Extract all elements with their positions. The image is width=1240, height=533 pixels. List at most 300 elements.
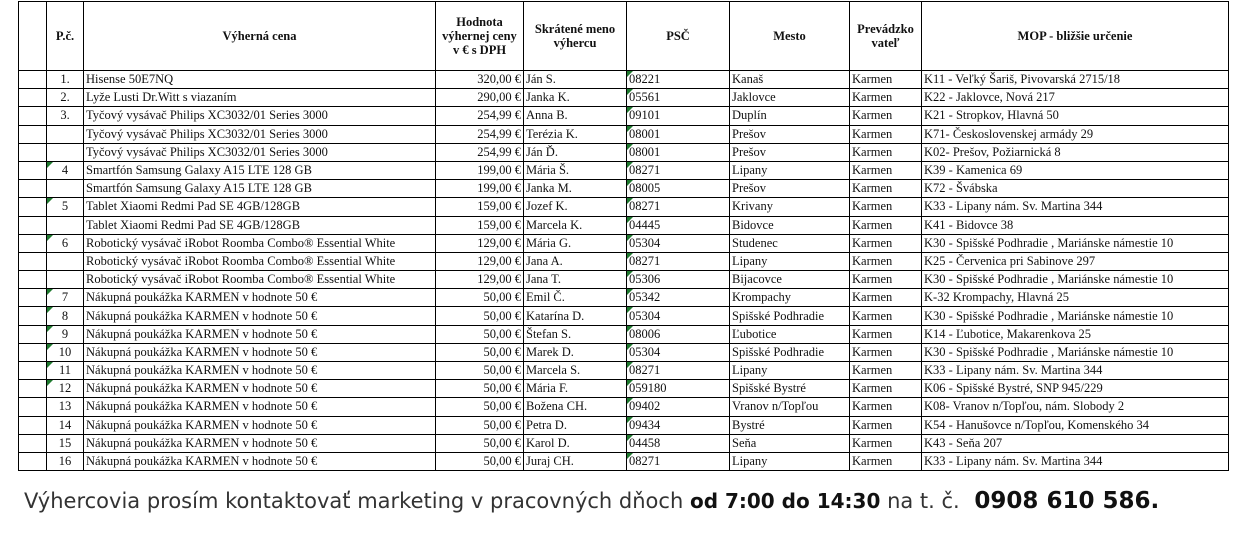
mop-cell	[922, 398, 1229, 416]
cell-marker-icon	[627, 162, 633, 168]
city-cell-text: Bystré	[732, 417, 765, 432]
cell-marker-icon	[627, 380, 633, 386]
blank-cell	[19, 180, 47, 198]
city-cell-text: Bidovce	[732, 217, 774, 232]
mop-cell	[922, 380, 1229, 398]
mop-cell	[922, 325, 1229, 343]
mop-cell-text: K11 - Veľký Šariš, Pivovarská 2715/18	[924, 72, 1121, 87]
prize-cell	[84, 216, 436, 234]
row-number	[47, 125, 84, 143]
city-cell	[730, 343, 850, 361]
cell-marker-icon	[47, 162, 53, 168]
winner-name-cell-text: Mária G.	[526, 235, 572, 250]
operator-cell	[850, 271, 922, 289]
cell-marker-icon	[627, 271, 633, 277]
table-row	[19, 452, 1229, 470]
table-row	[19, 307, 1229, 325]
value-cell-text: 254,99 €	[477, 126, 521, 141]
psc-cell-text: 08006	[629, 326, 661, 341]
row-number	[47, 289, 84, 307]
value-cell	[436, 289, 524, 307]
mop-cell-text: K14 - Ľubotice, Makarenkova 25	[924, 326, 1091, 341]
footer-hours: od 7:00 do 14:30	[689, 489, 881, 513]
prize-cell-text: Tablet Xiaomi Redmi Pad SE 4GB/128GB	[86, 199, 301, 214]
operator-cell	[850, 252, 922, 270]
cell-marker-icon	[627, 198, 633, 204]
cell-marker-icon	[627, 107, 633, 113]
prize-cell-text: Nákupná poukážka KARMEN v hodnote 50 €	[86, 435, 318, 450]
winner-name-cell-text: Jana T.	[526, 272, 561, 287]
cell-marker-icon	[627, 71, 633, 77]
psc-cell	[627, 180, 730, 198]
table-row	[19, 434, 1229, 452]
winner-name-cell	[524, 380, 627, 398]
row-number-text: 16	[58, 454, 72, 469]
mop-cell	[922, 271, 1229, 289]
operator-cell	[850, 234, 922, 252]
operator-cell-text: Karmen	[852, 144, 893, 159]
psc-cell	[627, 416, 730, 434]
mop-cell-text: K43 - Seňa 207	[924, 435, 1003, 450]
mop-cell-text: K06 - Spišské Bystré, SNP 945/229	[924, 381, 1103, 396]
cell-marker-icon	[627, 217, 633, 223]
prize-cell	[84, 271, 436, 289]
row-number-text: 15	[58, 435, 72, 450]
blank-cell	[19, 252, 47, 270]
city-cell-text: Prešov	[732, 181, 767, 196]
value-cell-text: 50,00 €	[483, 454, 521, 469]
operator-cell-text: Karmen	[852, 454, 893, 469]
city-cell-text: Krompachy	[732, 290, 792, 305]
mop-cell-text: K21 - Stropkov, Hlavná 50	[924, 108, 1059, 123]
psc-cell-text: 08271	[629, 363, 661, 378]
prize-cell	[84, 362, 436, 380]
mop-cell-text: K30 - Spišské Podhradie , Mariánske námestie 10	[924, 344, 1174, 359]
operator-cell-text: Karmen	[852, 308, 893, 323]
prize-cell	[84, 289, 436, 307]
cell-marker-icon	[627, 435, 633, 441]
blank-cell	[19, 143, 47, 161]
prize-cell	[84, 307, 436, 325]
prize-cell-text: Smartfón Samsung Galaxy A15 LTE 128 GB	[86, 163, 312, 178]
table-row	[19, 362, 1229, 380]
cell-marker-icon	[47, 289, 53, 295]
city-cell	[730, 143, 850, 161]
row-number-text: 9	[61, 326, 69, 341]
cell-marker-icon	[627, 453, 633, 459]
value-cell	[436, 107, 524, 125]
psc-cell	[627, 325, 730, 343]
mop-cell	[922, 416, 1229, 434]
value-cell-text: 129,00 €	[477, 235, 521, 250]
psc-cell	[627, 289, 730, 307]
prize-cell-text: Robotický vysávač iRobot Roomba Combo® Essential White	[86, 272, 396, 287]
winner-name-cell	[524, 398, 627, 416]
contact-footer	[24, 488, 1159, 514]
row-number	[47, 71, 84, 89]
operator-cell-text: Karmen	[852, 72, 893, 87]
row-number	[47, 434, 84, 452]
value-cell	[436, 307, 524, 325]
cell-marker-icon	[627, 362, 633, 368]
city-cell-text: Lipany	[732, 363, 768, 378]
prize-cell-text: Nákupná poukážka KARMEN v hodnote 50 €	[86, 363, 318, 378]
cell-marker-icon	[627, 289, 633, 295]
footer-phone: 0908 610 586.	[974, 488, 1160, 514]
operator-cell-text: Karmen	[852, 381, 893, 396]
table-row	[19, 143, 1229, 161]
psc-cell-text: 09402	[629, 399, 661, 414]
city-cell-text: Vranov n/Topľou	[732, 399, 819, 414]
value-cell	[436, 71, 524, 89]
psc-cell-text: 08221	[629, 72, 661, 87]
prize-cell	[84, 252, 436, 270]
mop-cell	[922, 234, 1229, 252]
cell-marker-icon	[627, 307, 633, 313]
city-cell-text: Krivany	[732, 199, 773, 214]
header-psc: PSČ	[627, 2, 730, 71]
operator-cell	[850, 180, 922, 198]
prize-cell-text: Nákupná poukážka KARMEN v hodnote 50 €	[86, 454, 318, 469]
city-cell-text: Ľubotice	[732, 326, 777, 341]
operator-cell-text: Karmen	[852, 435, 893, 450]
city-cell-text: Lipany	[732, 163, 768, 178]
mop-cell-text: K33 - Lipany nám. Sv. Martina 344	[924, 199, 1103, 214]
operator-cell-text: Karmen	[852, 253, 893, 268]
operator-cell	[850, 125, 922, 143]
city-cell	[730, 362, 850, 380]
mop-cell-text: K33 - Lipany nám. Sv. Martina 344	[924, 454, 1103, 469]
operator-cell-text: Karmen	[852, 344, 893, 359]
mop-cell	[922, 362, 1229, 380]
winner-name-cell	[524, 289, 627, 307]
psc-cell-text: 09434	[629, 417, 661, 432]
operator-cell-text: Karmen	[852, 399, 893, 414]
psc-cell-text: 08271	[629, 163, 661, 178]
city-cell	[730, 325, 850, 343]
psc-cell-text: 08001	[629, 144, 661, 159]
blank-cell	[19, 198, 47, 216]
operator-cell-text: Karmen	[852, 290, 893, 305]
mop-cell-text: K71- Československej armády 29	[924, 126, 1094, 141]
prize-cell	[84, 343, 436, 361]
psc-cell	[627, 107, 730, 125]
operator-cell-text: Karmen	[852, 417, 893, 432]
cell-marker-icon	[627, 89, 633, 95]
prize-cell	[84, 416, 436, 434]
winner-name-cell-text: Juraj CH.	[526, 454, 574, 469]
value-cell	[436, 198, 524, 216]
prize-cell	[84, 125, 436, 143]
value-cell	[436, 452, 524, 470]
table-row	[19, 234, 1229, 252]
table-row	[19, 89, 1229, 107]
value-cell	[436, 143, 524, 161]
header-name: Skrátené meno výhercu	[524, 2, 627, 71]
row-number-text: 7	[61, 290, 69, 305]
row-number	[47, 216, 84, 234]
table-row	[19, 107, 1229, 125]
winner-name-cell-text: Marcela S.	[526, 363, 581, 378]
winner-name-cell	[524, 107, 627, 125]
blank-cell	[19, 452, 47, 470]
blank-cell	[19, 307, 47, 325]
operator-cell-text: Karmen	[852, 272, 893, 287]
winner-name-cell-text: Jozef K.	[526, 199, 568, 214]
prize-cell-text: Nákupná poukážka KARMEN v hodnote 50 €	[86, 308, 318, 323]
city-cell	[730, 71, 850, 89]
row-number	[47, 325, 84, 343]
winners-table	[18, 1, 1229, 471]
winner-name-cell-text: Štefan S.	[526, 326, 572, 341]
psc-cell-text: 05304	[629, 308, 661, 323]
city-cell-text: Prešov	[732, 126, 767, 141]
row-number	[47, 416, 84, 434]
value-cell	[436, 416, 524, 434]
row-number	[47, 307, 84, 325]
row-number	[47, 143, 84, 161]
table-row	[19, 289, 1229, 307]
cell-marker-icon	[627, 344, 633, 350]
winner-name-cell	[524, 416, 627, 434]
blank-cell	[19, 325, 47, 343]
row-number-text: 14	[58, 417, 72, 432]
prize-cell-text: Tyčový vysávač Philips XC3032/01 Series 3000	[86, 108, 328, 123]
city-cell-text: Seňa	[732, 435, 757, 450]
table-row	[19, 398, 1229, 416]
winner-name-cell	[524, 89, 627, 107]
operator-cell-text: Karmen	[852, 181, 893, 196]
prize-cell-text: Tablet Xiaomi Redmi Pad SE 4GB/128GB	[86, 217, 301, 232]
operator-cell	[850, 107, 922, 125]
prize-cell	[84, 180, 436, 198]
row-number-text: 6	[61, 235, 69, 250]
prize-cell-text: Robotický vysávač iRobot Roomba Combo® Essential White	[86, 235, 396, 250]
table-row	[19, 271, 1229, 289]
prize-cell-text: Nákupná poukážka KARMEN v hodnote 50 €	[86, 326, 318, 341]
city-cell	[730, 125, 850, 143]
winner-name-cell-text: Katarína D.	[526, 308, 585, 323]
prize-cell-text: Hisense 50E7NQ	[86, 72, 174, 87]
blank-cell	[19, 416, 47, 434]
value-cell-text: 50,00 €	[483, 326, 521, 341]
psc-cell	[627, 307, 730, 325]
mop-cell	[922, 71, 1229, 89]
blank-cell	[19, 125, 47, 143]
prize-cell-text: Tyčový vysávač Philips XC3032/01 Series 3000	[86, 144, 328, 159]
winner-name-cell-text: Jana A.	[526, 253, 563, 268]
psc-cell-text: 05304	[629, 344, 661, 359]
value-cell-text: 290,00 €	[477, 90, 521, 105]
table-row	[19, 180, 1229, 198]
psc-cell-text: 05304	[629, 235, 661, 250]
city-cell-text: Spišské Bystré	[732, 381, 806, 396]
prize-cell-text: Smartfón Samsung Galaxy A15 LTE 128 GB	[86, 181, 312, 196]
blank-cell	[19, 380, 47, 398]
winner-name-cell-text: Mária Š.	[526, 163, 570, 178]
mop-cell	[922, 180, 1229, 198]
header-prize: Výherná cena	[84, 2, 436, 71]
table-body	[19, 71, 1229, 471]
cell-marker-icon	[627, 180, 633, 186]
winner-name-cell-text: Terézia K.	[526, 126, 578, 141]
winner-name-cell	[524, 125, 627, 143]
prize-cell-text: Nákupná poukážka KARMEN v hodnote 50 €	[86, 381, 318, 396]
value-cell	[436, 180, 524, 198]
row-number-text: 2.	[60, 90, 70, 105]
blank-cell	[19, 107, 47, 125]
value-cell-text: 199,00 €	[477, 181, 521, 196]
mop-cell-text: K22 - Jaklovce, Nová 217	[924, 90, 1055, 105]
psc-cell	[627, 125, 730, 143]
cell-marker-icon	[47, 344, 53, 350]
mop-cell	[922, 143, 1229, 161]
operator-cell	[850, 343, 922, 361]
winner-name-cell-text: Janka M.	[526, 181, 572, 196]
psc-cell-text: 08001	[629, 126, 661, 141]
blank-cell	[19, 216, 47, 234]
blank-cell	[19, 343, 47, 361]
operator-cell	[850, 362, 922, 380]
row-number-text: 13	[58, 399, 72, 414]
psc-cell	[627, 380, 730, 398]
table-row	[19, 252, 1229, 270]
value-cell	[436, 234, 524, 252]
city-cell-text: Jaklovce	[732, 90, 776, 105]
operator-cell	[850, 380, 922, 398]
psc-cell-text: 05561	[629, 90, 661, 105]
winner-name-cell	[524, 252, 627, 270]
city-cell	[730, 252, 850, 270]
mop-cell	[922, 89, 1229, 107]
city-cell	[730, 380, 850, 398]
psc-cell-text: 08005	[629, 181, 661, 196]
psc-cell	[627, 216, 730, 234]
mop-cell-text: K54 - Hanušovce n/Topľou, Komenského 34	[924, 417, 1149, 432]
winner-name-cell-text: Božena CH.	[526, 399, 588, 414]
prize-cell	[84, 434, 436, 452]
operator-cell	[850, 398, 922, 416]
operator-cell	[850, 307, 922, 325]
row-number	[47, 398, 84, 416]
cell-marker-icon	[627, 398, 633, 404]
prize-cell	[84, 325, 436, 343]
header-operator: Prevádzko vateľ	[850, 2, 922, 71]
winner-name-cell	[524, 216, 627, 234]
header-city: Mesto	[730, 2, 850, 71]
city-cell-text: Spišské Podhradie	[732, 344, 825, 359]
value-cell-text: 50,00 €	[483, 399, 521, 414]
row-number	[47, 380, 84, 398]
operator-cell-text: Karmen	[852, 235, 893, 250]
psc-cell-text: 04445	[629, 217, 661, 232]
blank-cell	[19, 89, 47, 107]
mop-cell	[922, 452, 1229, 470]
psc-cell	[627, 452, 730, 470]
value-cell	[436, 380, 524, 398]
prize-cell-text: Tyčový vysávač Philips XC3032/01 Series 3000	[86, 126, 328, 141]
table-row	[19, 216, 1229, 234]
prize-cell-text: Nákupná poukážka KARMEN v hodnote 50 €	[86, 290, 318, 305]
city-cell	[730, 234, 850, 252]
value-cell-text: 50,00 €	[483, 435, 521, 450]
row-number	[47, 198, 84, 216]
winner-name-cell-text: Ján S.	[526, 72, 556, 87]
table-row	[19, 125, 1229, 143]
winner-name-cell	[524, 434, 627, 452]
mop-cell-text: K30 - Spišské Podhradie , Mariánske námestie 10	[924, 272, 1174, 287]
value-cell	[436, 398, 524, 416]
cell-marker-icon	[47, 198, 53, 204]
prize-cell-text: Nákupná poukážka KARMEN v hodnote 50 €	[86, 344, 318, 359]
operator-cell	[850, 71, 922, 89]
psc-cell	[627, 271, 730, 289]
psc-cell	[627, 362, 730, 380]
row-number	[47, 252, 84, 270]
value-cell-text: 129,00 €	[477, 253, 521, 268]
blank-cell	[19, 234, 47, 252]
blank-cell	[19, 434, 47, 452]
mop-cell	[922, 198, 1229, 216]
winner-name-cell-text: Mária F.	[526, 381, 569, 396]
row-number	[47, 234, 84, 252]
cell-marker-icon	[47, 307, 53, 313]
prize-cell	[84, 143, 436, 161]
value-cell	[436, 252, 524, 270]
city-cell-text: Prešov	[732, 144, 767, 159]
winner-name-cell	[524, 143, 627, 161]
operator-cell-text: Karmen	[852, 126, 893, 141]
value-cell-text: 159,00 €	[477, 199, 521, 214]
prize-cell	[84, 161, 436, 179]
winner-name-cell	[524, 307, 627, 325]
mop-cell-text: K33 - Lipany nám. Sv. Martina 344	[924, 363, 1103, 378]
value-cell-text: 159,00 €	[477, 217, 521, 232]
winner-name-cell-text: Emil Č.	[526, 290, 565, 305]
prize-cell	[84, 71, 436, 89]
mop-cell	[922, 307, 1229, 325]
row-number	[47, 271, 84, 289]
blank-cell	[19, 161, 47, 179]
value-cell-text: 50,00 €	[483, 363, 521, 378]
operator-cell	[850, 452, 922, 470]
city-cell	[730, 180, 850, 198]
operator-cell-text: Karmen	[852, 363, 893, 378]
winner-name-cell-text: Ján Ď.	[526, 144, 558, 159]
city-cell	[730, 107, 850, 125]
city-cell-text: Spišské Podhradie	[732, 308, 825, 323]
value-cell-text: 50,00 €	[483, 308, 521, 323]
city-cell	[730, 416, 850, 434]
prize-cell-text: Robotický vysávač iRobot Roomba Combo® Essential White	[86, 253, 396, 268]
prize-cell	[84, 452, 436, 470]
value-cell-text: 50,00 €	[483, 381, 521, 396]
blank-cell	[19, 398, 47, 416]
psc-cell	[627, 252, 730, 270]
row-number	[47, 89, 84, 107]
mop-cell	[922, 289, 1229, 307]
psc-cell	[627, 198, 730, 216]
row-number-text: 1.	[60, 72, 70, 87]
prize-cell	[84, 380, 436, 398]
value-cell	[436, 271, 524, 289]
row-number-text: 12	[58, 381, 72, 396]
cell-marker-icon	[627, 144, 633, 150]
prize-cell-text: Nákupná poukážka KARMEN v hodnote 50 €	[86, 399, 318, 414]
city-cell	[730, 452, 850, 470]
mop-cell	[922, 216, 1229, 234]
cell-marker-icon	[627, 253, 633, 259]
